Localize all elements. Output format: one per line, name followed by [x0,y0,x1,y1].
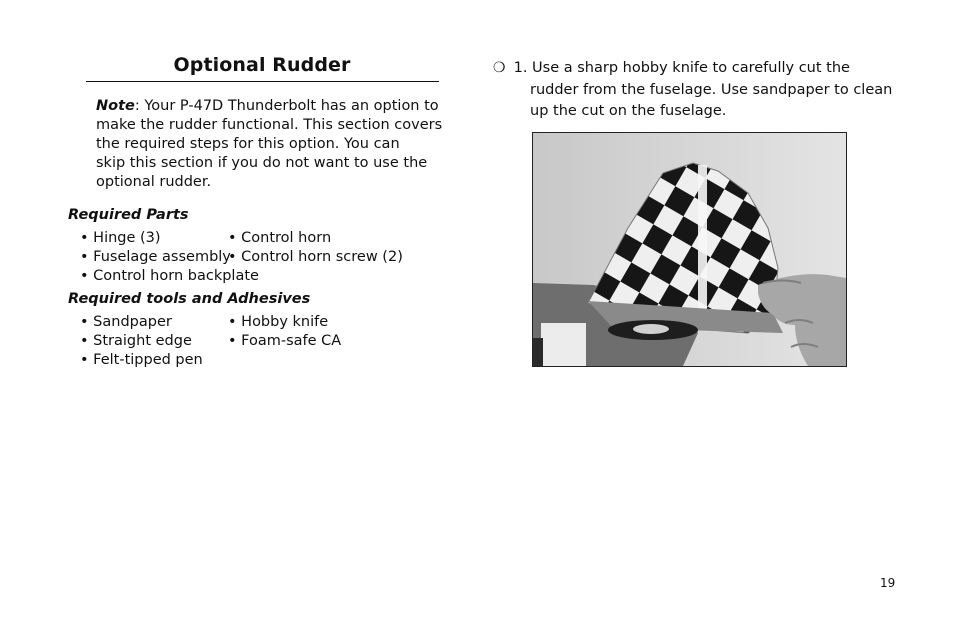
step-line: up the cut on the fuselage. [530,103,727,119]
list-item: • Hobby knife [228,314,329,330]
page-number: 19 [880,576,896,590]
required-parts-list [80,229,440,286]
list-row [80,313,440,332]
section-title: Optional Rudder [173,54,351,76]
step-1 [493,58,893,123]
step-line: rudder from the fuselage. Use sandpaper to clean [530,81,893,98]
note-line: optional rudder. [96,174,212,190]
note-line: the required steps for this option. You can [96,136,400,152]
list-item: • Felt-tipped pen [80,352,203,368]
title-underline [86,81,439,82]
rudder-photo [532,132,847,367]
list-row [80,248,440,267]
list-item: • Control horn screw (2) [228,249,403,265]
required-tools-heading: Required tools and Adhesives [68,291,311,307]
checkbox-icon[interactable]: ❍ [493,60,506,76]
list-row [80,229,440,248]
note-paragraph [96,97,443,192]
list-row [80,351,440,370]
list-row [80,332,440,351]
note-label: Note [96,98,135,114]
note-line: make the rudder functional. This section covers [96,117,443,133]
required-parts-heading: Required Parts [68,207,189,223]
list-item: • Control horn backplate [80,268,259,284]
note-line: skip this section if you do not want to use the [96,155,428,171]
rudder-photo-illustration [533,133,846,366]
list-item: • Control horn [228,230,332,246]
step-line: 1. Use a sharp hobby knife to carefully cut the [513,60,850,76]
required-tools-list [80,313,440,370]
note-line: : Your P-47D Thunderbolt has an option to [134,98,439,114]
list-item: • Hinge (3) [80,230,161,246]
list-item: • Foam-safe CA [228,333,342,349]
list-item: • Sandpaper [80,314,172,330]
list-item: • Straight edge [80,333,192,349]
list-item: • Fuselage assembly [80,249,231,265]
list-row [80,267,440,286]
